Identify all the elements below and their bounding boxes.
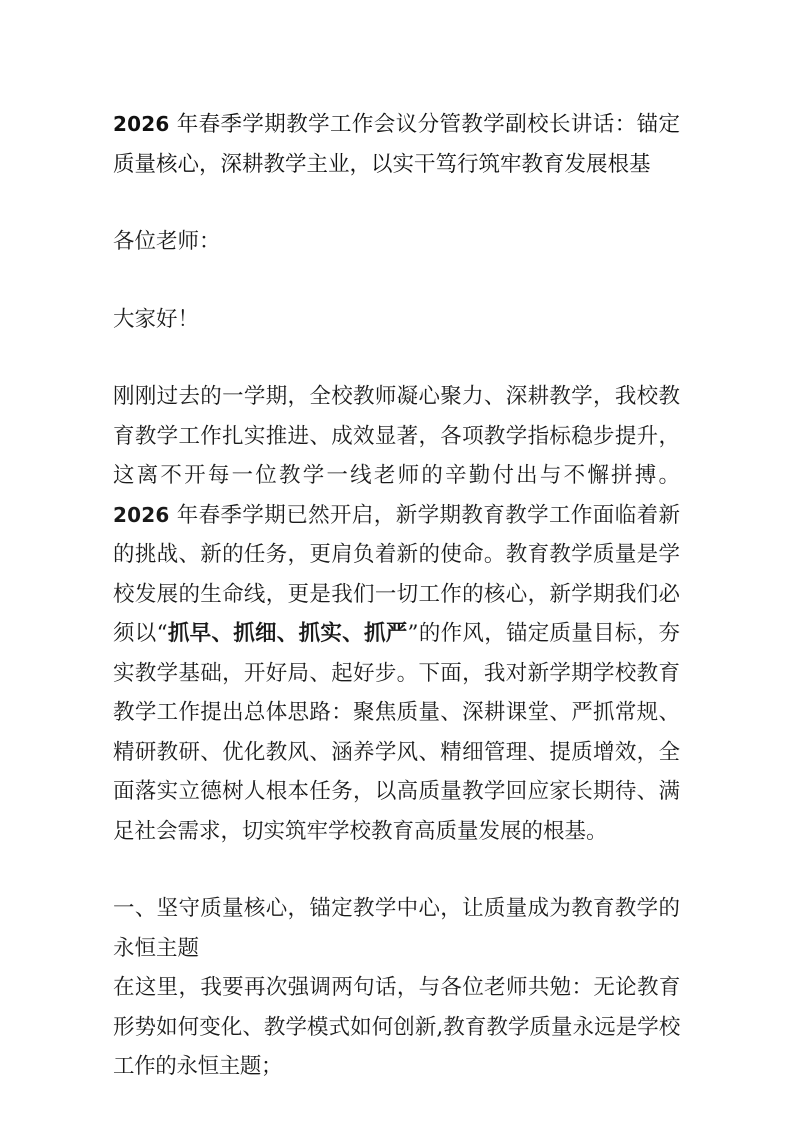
spacer-after-greeting (113, 339, 680, 377)
greeting: 大家好！ (113, 306, 200, 332)
body-year: 2026 (113, 502, 170, 527)
document-title (113, 105, 680, 184)
spacer-after-title (113, 184, 680, 222)
title-line1-rest: 年春季学期教学工作会议分管教学副校长讲话：锚定质量核心， (113, 112, 680, 177)
section-one-paragraph: 在这里，我要再次强调两句话，与各位老师共勉：无论教育形势如何变化、教学模式如何创新,教育教学质量永远是学校工作的永恒主题； (113, 975, 680, 1079)
body-part-2: 年春季学期已然开启，新学期教育教学工作面临着新的挑战、新的任务，更肩负着新的使命。教育教学质量是学校发展的生命线，更是我们一切工作的核心，新学期我们必须以“ (113, 502, 680, 646)
body-part-1: 刚刚过去的一学期，全校教师凝心聚力、深耕教学，我校教育教学工作扎实推进、成效显著，各项教学指标稳步提升，这离不开每一位教学一线老师的辛勤付出与不懈拼搏。 (113, 384, 680, 488)
body-part-3: ”的作风，锚定质量目标，夯实教学基础，开好局、起好步。下面，我对新学期学校教育教学工作提出总体思路：聚焦质量、深耕课堂、严抓常规、精研教研、优化教风、涵养学风、精细管理、提质增效，全面落实立德树人根本任务，以高质量教学回应家长期待、满足社会需求，切实筑牢学校教育高质量发展的根基。 (113, 621, 680, 844)
body-paragraph (113, 377, 680, 851)
spacer-before-section-one (113, 851, 680, 889)
body-slogan: 抓早、抓细、抓实、抓严 (167, 621, 408, 646)
salutation: 各位老师： (113, 229, 221, 254)
document-content (113, 105, 680, 1087)
title-line2: 深耕教学主业，以实干笃行筑牢教育发展根基 (220, 151, 651, 177)
section-one-heading: 一、坚守质量核心，锚定教学中心，让质量成为教育教学的永恒主题 (113, 896, 680, 961)
spacer-after-salutation (113, 262, 680, 300)
title-year: 2026 (113, 112, 170, 136)
